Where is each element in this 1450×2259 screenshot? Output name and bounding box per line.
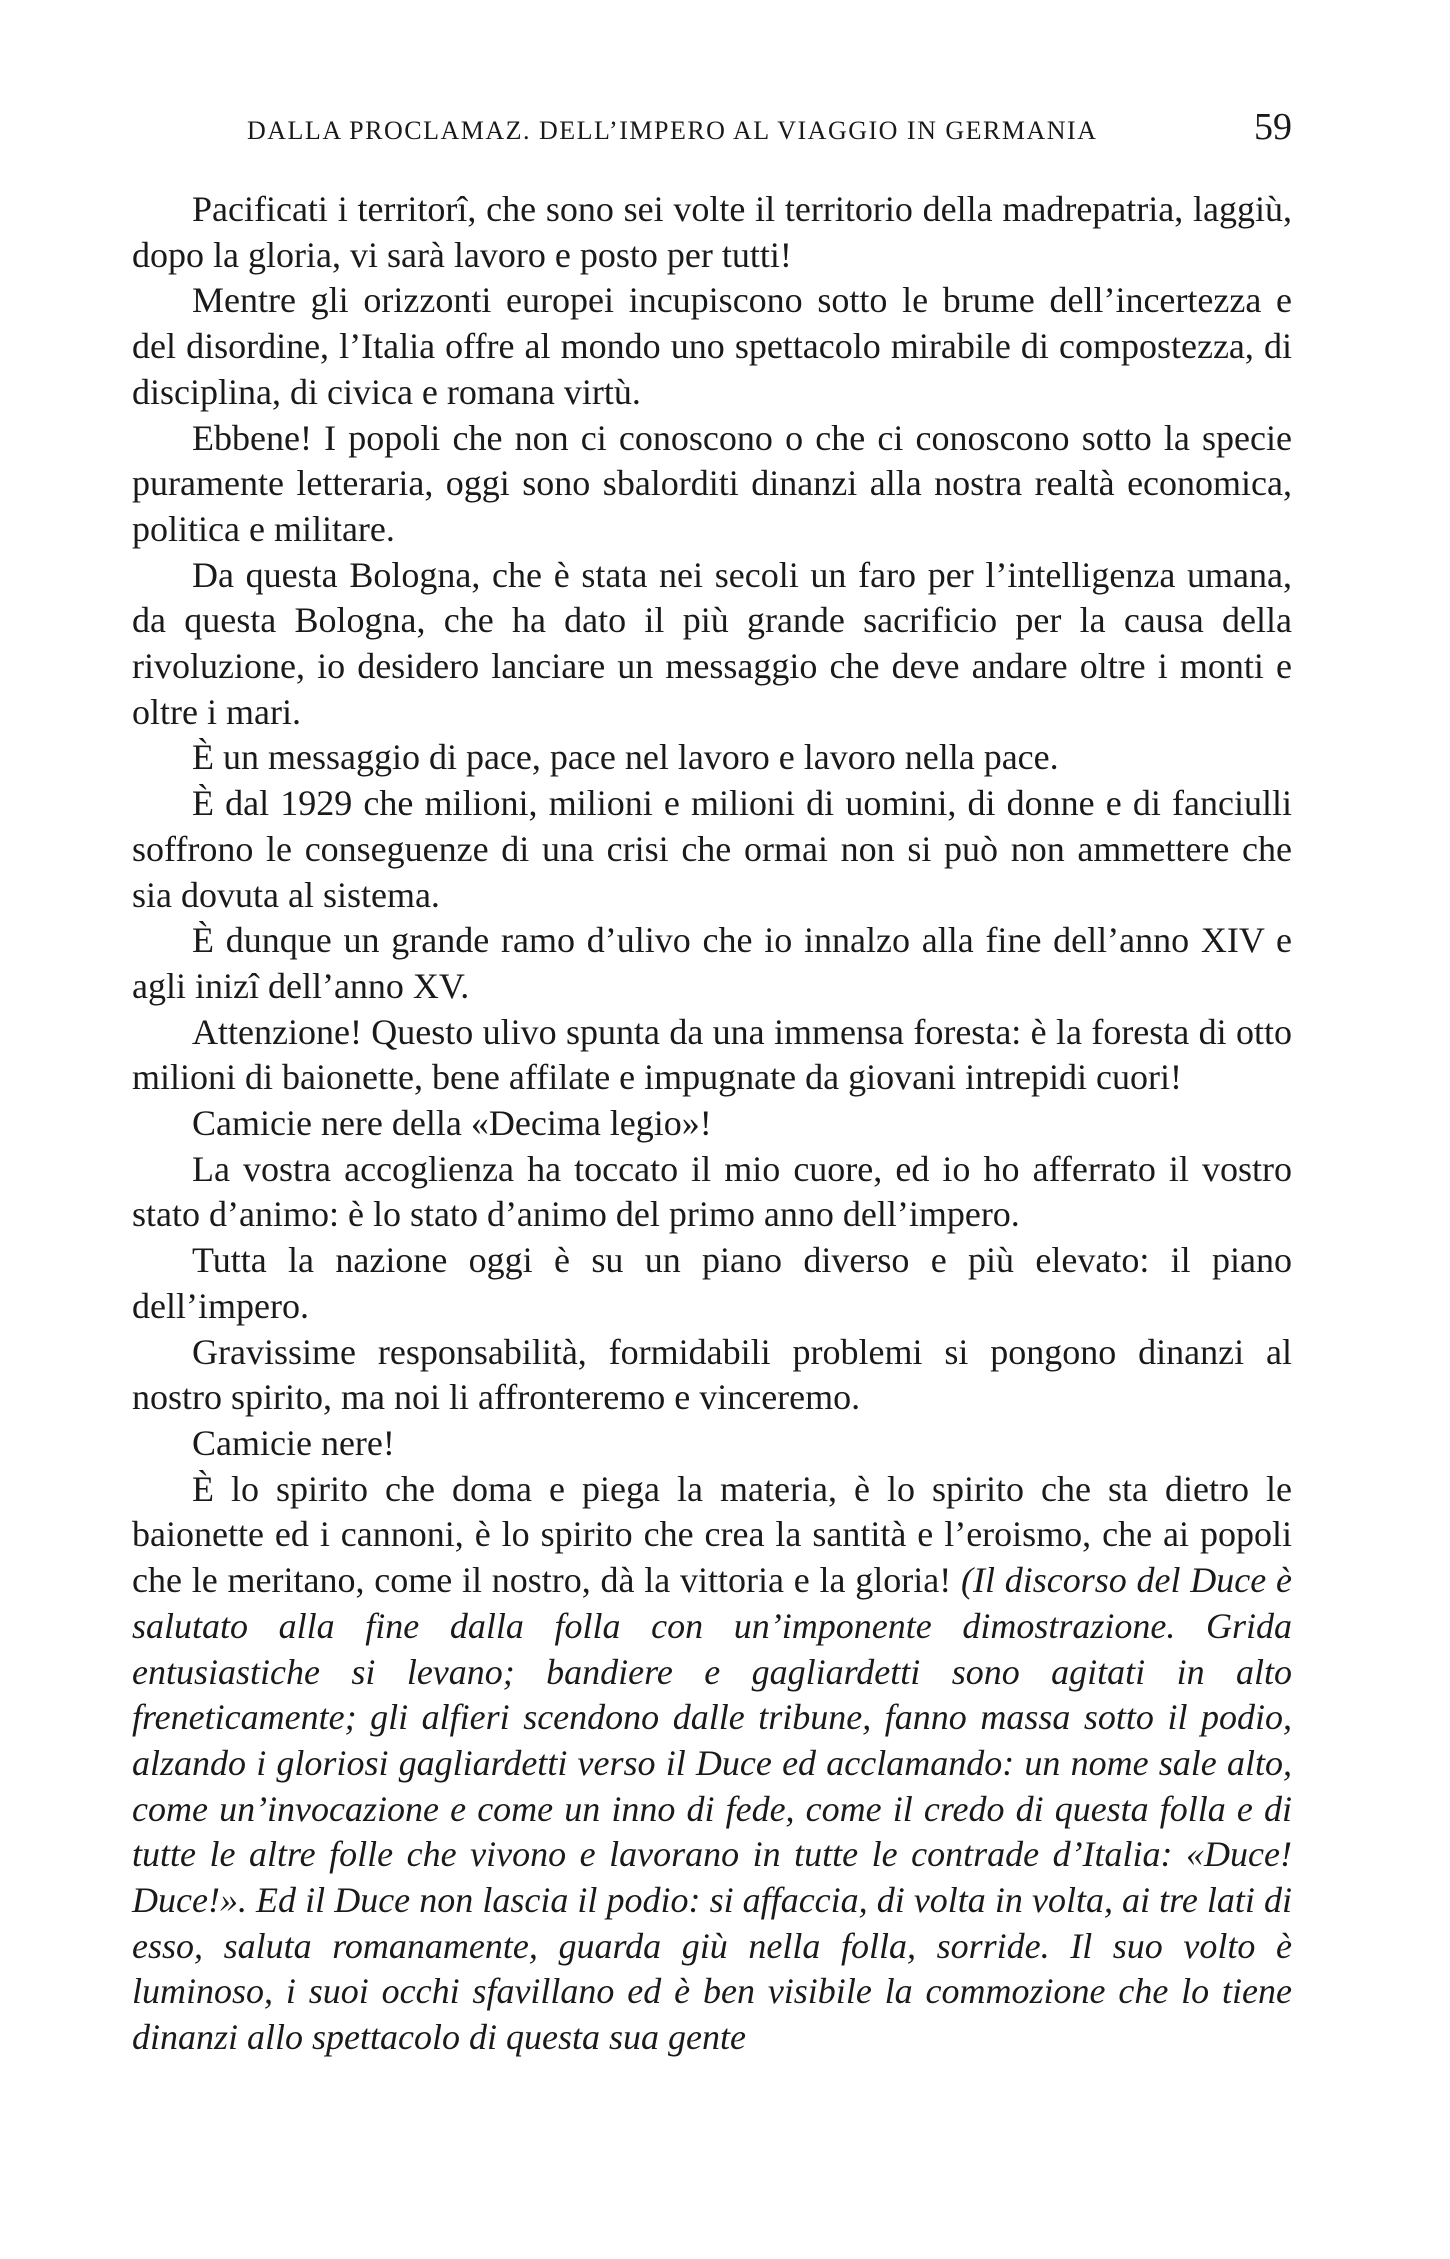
- paragraph: Tutta la nazione oggi è su un piano diverso e più elevato: il piano dell’impero.: [132, 1240, 1292, 1326]
- paragraph: Camicie nere!: [192, 1422, 395, 1463]
- italic-narration: (Il discorso del Duce è salutato alla fine dalla folla con un’imponente dimostrazione. Grida entusiastiche si levano; bandiere e gagliardetti sono agitati in alto freneticamente; gli alfieri scendono dalle tribune, fanno massa sotto il podio, alzando i gloriosi gagliardetti verso il Duce ed acclamando: un nome sale alto, come un’invocazione e come un inno di fede, come il credo di questa folla e di tutte le altre folle che vivono e lavorano in tutte le contrade d’Italia: «Duce! Duce!». Ed il Duce non lascia il podio: si affaccia, di volta in volta, ai tre lati di esso, saluta romanamente, guarda giù nella folla, sorride. Il suo volto è luminoso, i suoi occhi sfavillano ed è ben visibile la commozione che lo tiene dinanzi allo spettacolo di questa sua gente: [132, 1560, 1292, 2058]
- final-paragraph: [132, 1467, 1292, 2061]
- paragraph: È dunque un grande ramo d’ulivo che io innalzo alla fine dell’anno XIV e agli inizî dell’anno XV.: [132, 920, 1292, 1006]
- paragraph: Da questa Bologna, che è stata nei secoli un faro per l’intelligenza umana, da questa Bologna, che ha dato il più grande sacrificio per la causa della rivoluzione, io desidero lanciare un messaggio che deve andare oltre i monti e oltre i mari.: [132, 554, 1292, 732]
- paragraph: È un messaggio di pace, pace nel lavoro e lavoro nella pace.: [192, 737, 1059, 778]
- paragraph: Camicie nere della «Decima legio»!: [192, 1103, 712, 1144]
- book-page: [132, 105, 1292, 2061]
- paragraph: Ebbene! I popoli che non ci conoscono o che ci conoscono sotto la specie puramente letteraria, oggi sono sbalorditi dinanzi alla nostra realtà economica, politica e militare.: [132, 417, 1292, 549]
- page-number: 59: [1254, 106, 1292, 148]
- paragraph: Mentre gli orizzonti europei incupiscono sotto le brume dell’incertezza e del disordine, l’Italia offre al mondo uno spettacolo mirabile di compostezza, di disciplina, di civica e romana virtù.: [132, 280, 1292, 412]
- speech-closing-text: È lo spirito che doma e piega la materia, è lo spirito che sta dietro le baionette ed i cannoni, è lo spirito che crea la santità e l’eroismo, che ai popoli che le meritano, come il nostro, dà la vittoria e la gloria!: [132, 1468, 1292, 1601]
- paragraph: Pacificati i territorî, che sono sei volte il territorio della madrepatria, laggiù, dopo la gloria, vi sarà lavoro e posto per tutti!: [132, 189, 1292, 275]
- running-head: [132, 105, 1292, 149]
- paragraph: È dal 1929 che milioni, milioni e milioni di uomini, di donne e di fanciulli soffrono le conseguenze di una crisi che ormai non si può non ammettere che sia dovuta al sistema.: [132, 783, 1292, 915]
- paragraph: Attenzione! Questo ulivo spunta da una immensa foresta: è la foresta di otto milioni di baionette, bene affilate e impugnate da giovani intrepidi cuori!: [132, 1011, 1292, 1098]
- running-title: DALLA PROCLAMAZ. DELL’IMPERO AL VIAGGIO IN GERMANIA: [247, 116, 1098, 145]
- body-text: [132, 187, 1292, 2061]
- paragraph: La vostra accoglienza ha toccato il mio cuore, ed io ho afferrato il vostro stato d’animo: è lo stato d’animo del primo anno dell’impero.: [132, 1148, 1292, 1235]
- paragraph: Gravissime responsabilità, formidabili problemi si pongono dinanzi al nostro spirito, ma noi li affronteremo e vinceremo.: [132, 1331, 1292, 1418]
